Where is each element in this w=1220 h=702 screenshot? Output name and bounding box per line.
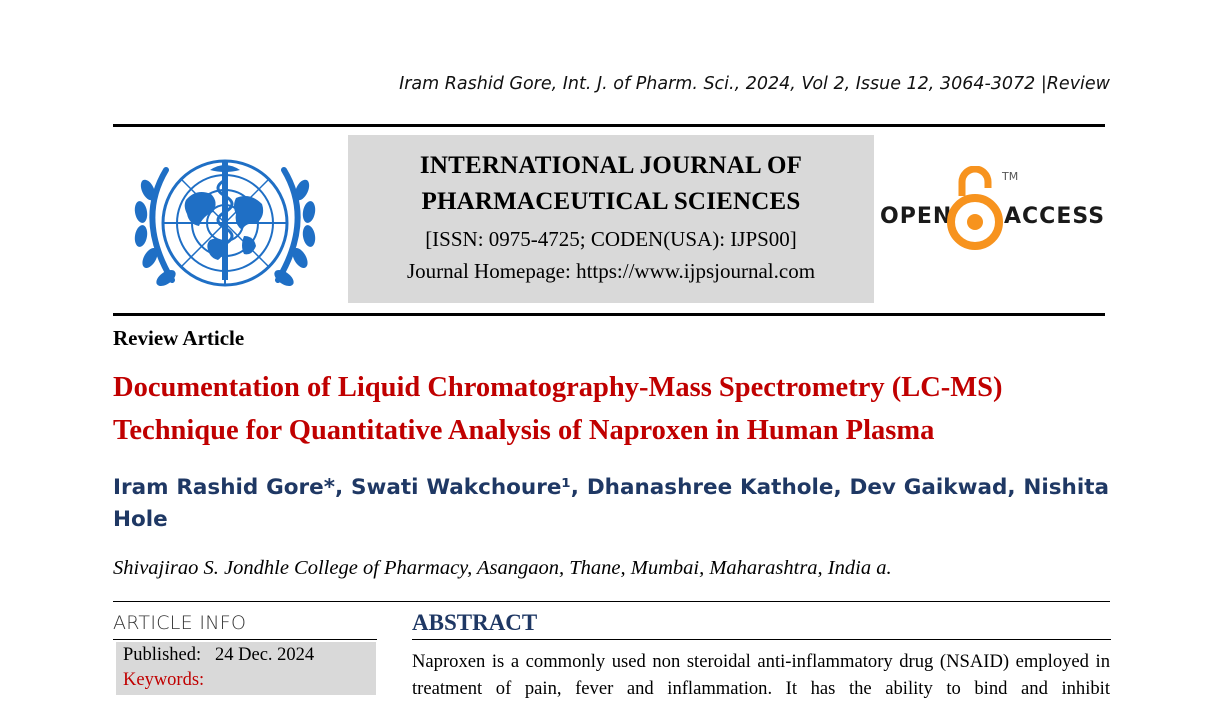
running-head: Iram Rashid Gore, Int. J. of Pharm. Sci., 2024, Vol 2, Issue 12, 3064-3072 |Review (399, 74, 1110, 94)
article-info-heading: ARTICLE INFO (113, 612, 247, 634)
journal-name-line-1: INTERNATIONAL JOURNAL OF (419, 152, 803, 179)
open-access-right-text: ACCESS (1004, 204, 1106, 229)
article-title: Documentation of Liquid Chromatography-Mass Spectrometry (LC-MS) Technique for Quantitative Analysis of Naproxen in Human Plasma (113, 372, 1003, 446)
keywords-label: Keywords: (123, 670, 205, 690)
top-rule (113, 124, 1105, 127)
article-info-rule (113, 639, 377, 640)
trademark-mark: TM (1002, 170, 1019, 183)
journal-name-line-2: PHARMACEUTICAL SCIENCES (421, 188, 801, 215)
article-type: Review Article (113, 326, 245, 350)
journal-masthead (348, 135, 874, 303)
abstract-rule (412, 639, 1111, 640)
abstract-heading: ABSTRACT (412, 610, 538, 635)
article-info-box (116, 642, 376, 695)
author-list: Iram Rashid Gore*, Swati Wakchoure¹, Dhanashree Kathole, Dev Gaikwad, Nishita Hole (113, 475, 1109, 532)
open-access-left-text: OPEN (880, 204, 953, 229)
journal-issn: [ISSN: 0975-4725; CODEN(USA): IJPS00] (425, 227, 797, 251)
section-divider (113, 601, 1110, 602)
masthead-bottom-rule (113, 313, 1105, 316)
affiliation: Shivajirao S. Jondhle College of Pharmacy, Asangaon, Thane, Mumbai, Maharashtra, India a. (113, 557, 892, 579)
published-date: Published: 24 Dec. 2024 (123, 645, 315, 665)
abstract-text: Naproxen is a commonly used non steroidal anti-inflammatory drug (NSAID) employed in treatment of pain, fever and inflammation. It has the ability to bind and inhibit (412, 651, 1110, 699)
journal-homepage: Journal Homepage: https://www.ijpsjournal.com (406, 259, 816, 283)
journal-emblem-icon (126, 140, 324, 306)
open-access-logo-icon (880, 166, 1110, 256)
